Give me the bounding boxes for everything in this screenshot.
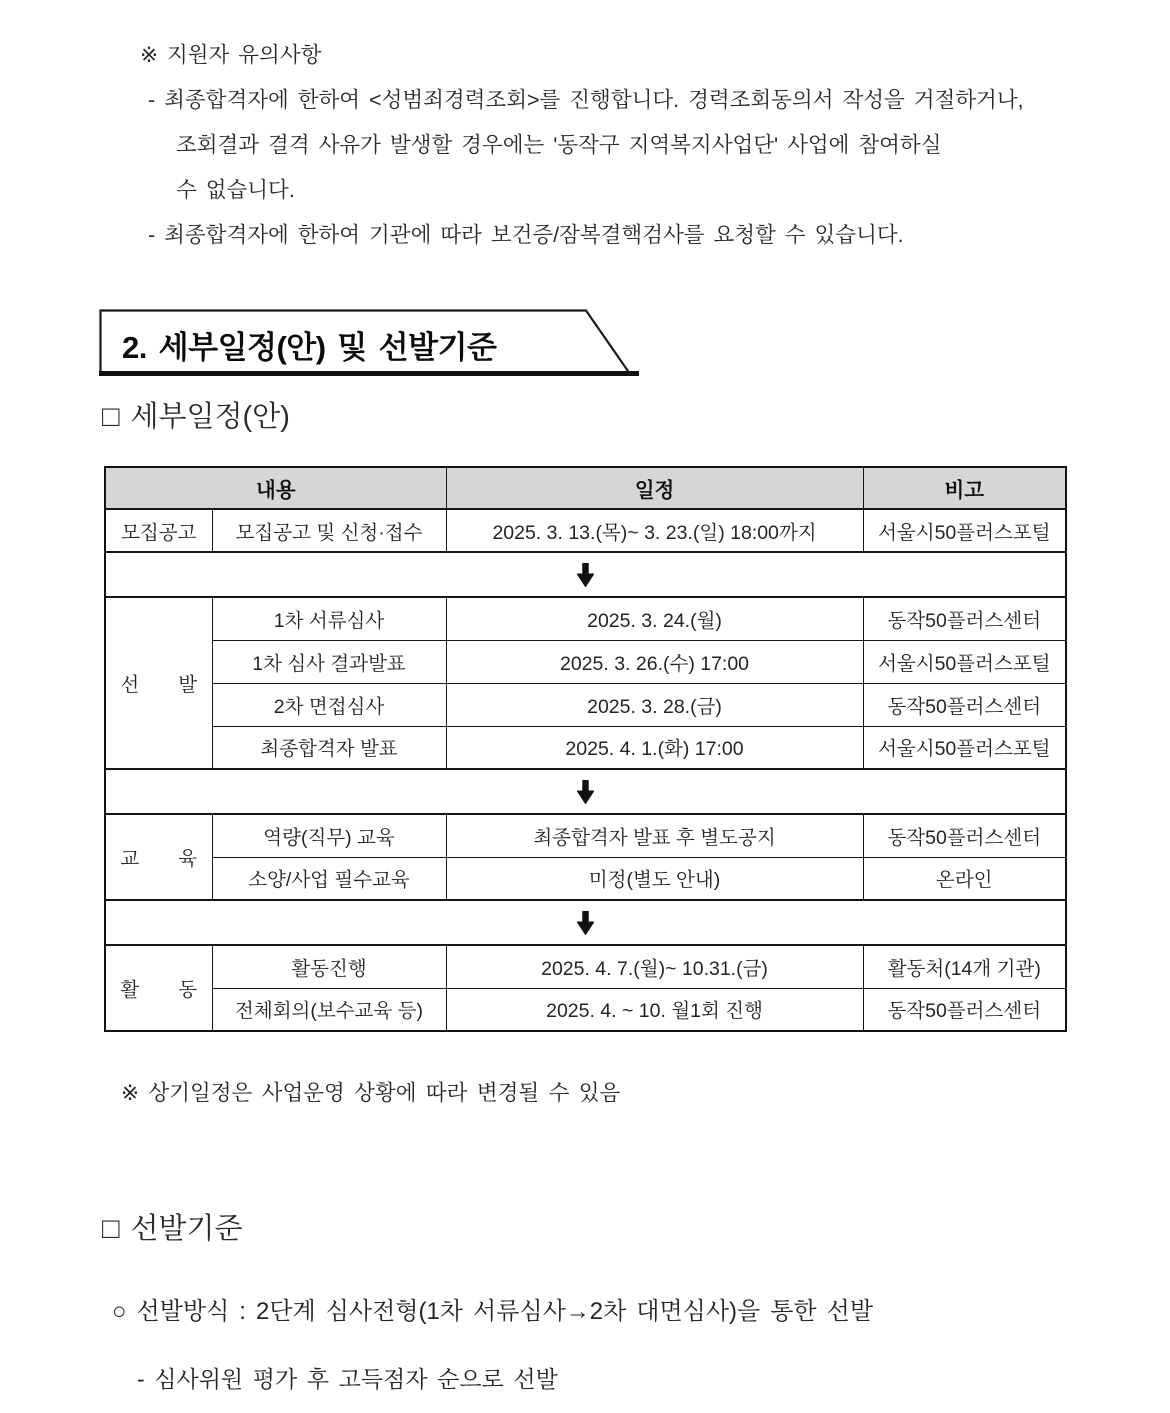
schedule-footnote: ※ 상기일정은 사업운영 상황에 따라 변경될 수 있음 — [121, 1081, 621, 1105]
notes-heading: ※ 지원자 유의사항 — [140, 43, 322, 67]
applicant-notes — [140, 33, 1120, 258]
table-row-education — [105, 857, 1066, 900]
table-row-selection — [105, 597, 1066, 640]
note-line: 조회결과 결격 사유가 발생할 경우에는 '동작구 지역복지사업단' 사업에 참여하실 — [176, 133, 942, 157]
col-header-content: 내용 — [105, 467, 446, 509]
cell-schedule: 2025. 3. 26.(수) 17:00 — [446, 640, 863, 683]
cell-note: 서울시50플러스포털 — [863, 640, 1066, 683]
criteria-subheading: □ 선발기준 — [102, 1213, 243, 1245]
note-line: - 최종합격자에 한하여 <성범죄경력조회>를 진행합니다. 경력조회동의서 작성을 거절하거나, — [148, 88, 1024, 112]
flow-arrow-row — [105, 900, 1066, 945]
note-line: 수 없습니다. — [176, 178, 295, 202]
cell-group-recruit: 모집공고 — [105, 509, 212, 552]
cell-note: 서울시50플러스포털 — [863, 726, 1066, 769]
cell-schedule: 미정(별도 안내) — [446, 857, 863, 900]
note-line: - 최종합격자에 한하여 기관에 따라 보건증/잠복결핵검사를 요청할 수 있습니다. — [148, 223, 904, 247]
cell-item: 최종합격자 발표 — [212, 726, 446, 769]
cell-schedule: 2025. 3. 24.(월) — [446, 597, 863, 640]
cell-schedule: 2025. 3. 13.(목)~ 3. 23.(일) 18:00까지 — [446, 509, 863, 552]
cell-item: 활동진행 — [212, 945, 446, 988]
flow-arrow-cell — [105, 900, 1066, 945]
cell-item: 역량(직무) 교육 — [212, 814, 446, 857]
col-header-schedule: 일정 — [446, 467, 863, 509]
cell-note: 동작50플러스센터 — [863, 597, 1066, 640]
cell-note: 동작50플러스센터 — [863, 814, 1066, 857]
cell-schedule: 최종합격자 발표 후 별도공지 — [446, 814, 863, 857]
cell-schedule: 2025. 4. 7.(월)~ 10.31.(금) — [446, 945, 863, 988]
flow-arrow-row — [105, 552, 1066, 597]
flow-arrow-cell — [105, 552, 1066, 597]
cell-note: 온라인 — [863, 857, 1066, 900]
criteria-method: ○ 선발방식 : 2단계 심사전형(1차 서류심사→2차 대면심사)을 통한 선발 — [112, 1298, 874, 1325]
table-row-education — [105, 814, 1066, 857]
cell-note: 동작50플러스센터 — [863, 683, 1066, 726]
table-row-activity — [105, 945, 1066, 988]
cell-item: 소양/사업 필수교육 — [212, 857, 446, 900]
cell-item: 모집공고 및 신청·접수 — [212, 509, 446, 552]
table-row-selection — [105, 726, 1066, 769]
table-row-recruit — [105, 509, 1066, 552]
table-row-activity — [105, 988, 1066, 1031]
cell-item: 전체회의(보수교육 등) — [212, 988, 446, 1031]
cell-item: 1차 서류심사 — [212, 597, 446, 640]
schedule-table — [104, 466, 1067, 1032]
cell-note: 동작50플러스센터 — [863, 988, 1066, 1031]
flow-arrow-cell — [105, 769, 1066, 814]
schedule-subheading: □ 세부일정(안) — [102, 401, 290, 433]
down-arrow-icon — [576, 562, 595, 588]
section-2-banner — [99, 309, 644, 381]
col-header-note: 비고 — [863, 467, 1066, 509]
down-arrow-icon — [576, 910, 595, 936]
cell-schedule: 2025. 3. 28.(금) — [446, 683, 863, 726]
table-row-selection — [105, 640, 1066, 683]
cell-item: 2차 면접심사 — [212, 683, 446, 726]
cell-note: 서울시50플러스포털 — [863, 509, 1066, 552]
table-header-row — [105, 467, 1066, 509]
cell-item: 1차 심사 결과발표 — [212, 640, 446, 683]
cell-group-selection: 선 발 — [105, 597, 212, 769]
down-arrow-icon — [576, 779, 595, 805]
flow-arrow-row — [105, 769, 1066, 814]
table-row-selection — [105, 683, 1066, 726]
cell-schedule: 2025. 4. ~ 10. 월1회 진행 — [446, 988, 863, 1031]
cell-schedule: 2025. 4. 1.(화) 17:00 — [446, 726, 863, 769]
cell-group-education: 교 육 — [105, 814, 212, 900]
section-2-title: 2. 세부일정(안) 및 선발기준 — [122, 330, 497, 365]
criteria-method-detail: - 심사위원 평가 후 고득점자 순으로 선발 — [137, 1366, 558, 1392]
cell-note: 활동처(14개 기관) — [863, 945, 1066, 988]
cell-group-activity: 활 동 — [105, 945, 212, 1031]
